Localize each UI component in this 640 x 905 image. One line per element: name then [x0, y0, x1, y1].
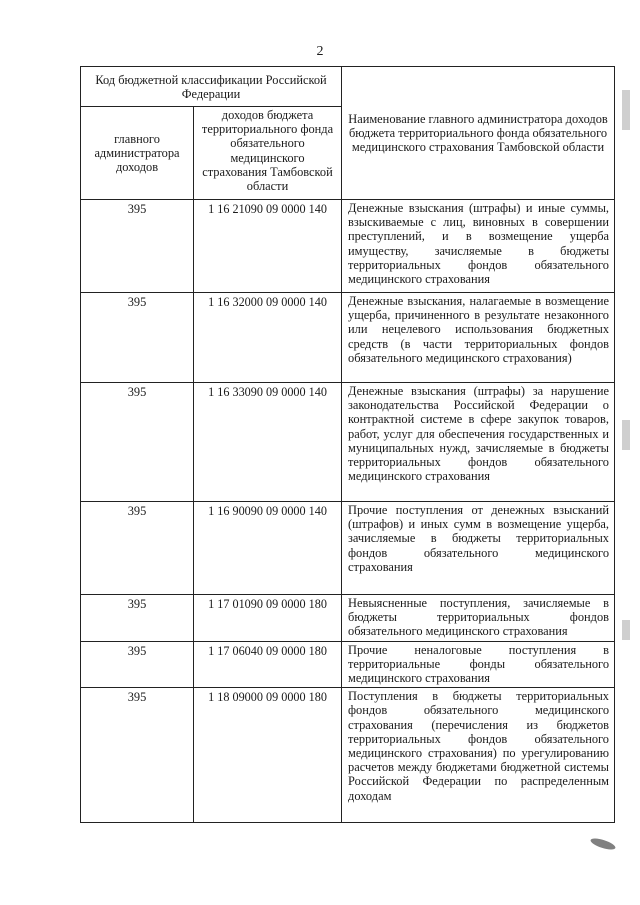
income-name-cell: Денежные взыскания (штрафы) за нарушение законодательства Российской Федерации о контрактной системе в сфере закупок товаров, работ, услуг для обеспечения государственных и муниципальных нужд, зачисляемые в бюджеты территориальных фондов обязательного медицинского страхования [342, 383, 615, 502]
table-row [81, 688, 615, 823]
admin-code-cell: 395 [81, 383, 194, 502]
scan-edge-mark [622, 90, 630, 130]
header-main-administrator: главного администратора доходов [81, 107, 194, 200]
page-number: 2 [316, 44, 324, 59]
income-code-cell: 1 17 06040 09 0000 180 [194, 641, 342, 688]
table-row [81, 200, 615, 293]
admin-code-cell: 395 [81, 688, 194, 823]
budget-classification-table [80, 66, 615, 823]
income-code-cell: 1 16 32000 09 0000 140 [194, 293, 342, 383]
income-name-cell: Невыясненные поступления, зачисляемые в бюджеты территориальных фондов обязательного медицинского страхования [342, 595, 615, 642]
income-name-cell: Поступления в бюджеты территориальных фондов обязательного медицинского страхования (перечисления из бюджетов территориальных фондов обязательного медицинского страхования) по урегулированию расчетов между бюджетами бюджетной системы Российской Федерации по распределенным доходам [342, 688, 615, 823]
income-code-cell: 1 18 09000 09 0000 180 [194, 688, 342, 823]
header-fund-income: доходов бюджета территориального фонда обязательного медицинского страхования Тамбовской области [194, 107, 342, 200]
table-row [81, 595, 615, 642]
table-row [81, 383, 615, 502]
admin-code-cell: 395 [81, 502, 194, 595]
income-code-cell: 1 16 21090 09 0000 140 [194, 200, 342, 293]
header-administrator-name: Наименование главного администратора доходов бюджета территориального фонда обязательного медицинского страхования Тамбовской области [342, 67, 615, 200]
admin-code-cell: 395 [81, 293, 194, 383]
income-name-cell: Прочие поступления от денежных взысканий (штрафов) и иных сумм в возмещение ущерба, зачисляемые в бюджеты территориальных фондов обязательного медицинского страхования [342, 502, 615, 595]
income-name-cell: Прочие неналоговые поступления в территориальные фонды обязательного медицинского страхования [342, 641, 615, 688]
income-name-cell: Денежные взыскания, налагаемые в возмещение ущерба, причиненного в результате незаконного или нецелевого использования бюджетных средств (в части территориальных фондов обязательного медицинского страхования) [342, 293, 615, 383]
income-code-cell: 1 17 01090 09 0000 180 [194, 595, 342, 642]
income-code-cell: 1 16 90090 09 0000 140 [194, 502, 342, 595]
header-budget-classification-code: Код бюджетной классификации Российской Федерации [81, 67, 342, 107]
income-code-cell: 1 16 33090 09 0000 140 [194, 383, 342, 502]
table-row [81, 641, 615, 688]
income-name-cell: Денежные взыскания (штрафы) и иные суммы, взыскиваемые с лиц, виновных в совершении преступлений, и в возмещение ущерба имуществу, зачисляемые в бюджеты территориальных фондов обязательного медицинского страхования [342, 200, 615, 293]
scan-edge-mark [622, 620, 630, 640]
admin-code-cell: 395 [81, 595, 194, 642]
table-header-row [81, 67, 615, 107]
scan-edge-mark [622, 420, 630, 450]
admin-code-cell: 395 [81, 200, 194, 293]
admin-code-cell: 395 [81, 641, 194, 688]
scan-smudge-mark [589, 836, 616, 852]
table-row [81, 502, 615, 595]
table-row [81, 293, 615, 383]
